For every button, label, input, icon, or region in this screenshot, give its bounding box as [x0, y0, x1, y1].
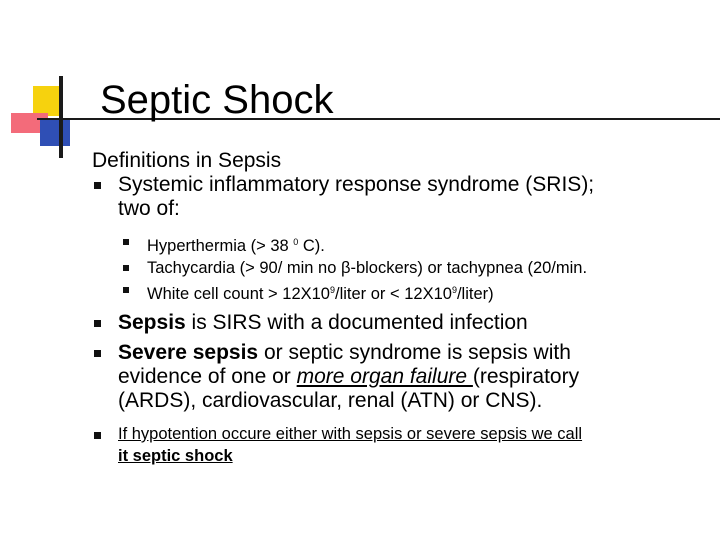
slide-title: Septic Shock: [100, 78, 334, 122]
bullet-icon: [94, 432, 101, 439]
sris-line-1: Systemic inflammatory response syndrome (SRIS);: [118, 173, 595, 196]
wbc-text-1: White cell count > 12X10: [147, 285, 330, 303]
bullet-icon: [123, 265, 129, 271]
bullet-severe-sepsis: [92, 341, 702, 413]
decorative-logo: [0, 0, 100, 170]
degree-sup: 0: [293, 237, 299, 247]
wbc-exp-1: 9: [329, 285, 335, 295]
shock-line-1: If hypotention occure either with sepsis or severe sepsis we call: [118, 425, 583, 443]
bullet-septic-shock: [92, 423, 702, 467]
bullet-tachycardia: [92, 257, 702, 279]
section-heading: Definitions in Sepsis: [92, 149, 282, 172]
severe-line-1: or septic syndrome is sepsis with: [258, 341, 571, 364]
shock-line-2: it septic shock: [118, 447, 233, 465]
severe-line-2a: evidence of one or: [118, 365, 297, 388]
hyperthermia-text: Hyperthermia (> 38: [147, 237, 294, 255]
organ-failure-emphasis: more organ failure: [296, 365, 473, 388]
bullet-icon: [123, 287, 129, 293]
severe-line-2b: (respiratory: [472, 365, 580, 388]
tachycardia-text: Tachycardia (> 90/ min no β-blockers) or tachypnea (20/min.: [147, 259, 588, 277]
wbc-text-2: /liter or < 12X10: [335, 285, 452, 303]
blue-square: [40, 118, 70, 146]
bullet-icon: [94, 320, 101, 327]
hyperthermia-unit: C).: [298, 237, 325, 255]
bullet-sepsis: [92, 311, 702, 335]
sepsis-term: Sepsis: [118, 311, 186, 334]
bullet-icon: [94, 350, 101, 357]
bullet-icon: [94, 182, 101, 189]
bullet-sris: [92, 173, 702, 221]
bullet-wbc: [92, 279, 702, 305]
sepsis-definition: is SIRS with a documented infection: [185, 311, 528, 334]
sris-line-2: two of:: [118, 197, 180, 220]
bullet-hyperthermia: [92, 231, 702, 257]
slide-body: [92, 149, 702, 467]
bullet-icon: [123, 239, 129, 245]
wbc-exp-2: 9: [451, 285, 457, 295]
vertical-rule: [59, 76, 63, 158]
severe-sepsis-term: Severe sepsis: [118, 341, 259, 364]
severe-line-3: (ARDS), cardiovascular, renal (ATN) or CNS).: [118, 389, 543, 412]
wbc-text-3: /liter): [456, 285, 494, 303]
